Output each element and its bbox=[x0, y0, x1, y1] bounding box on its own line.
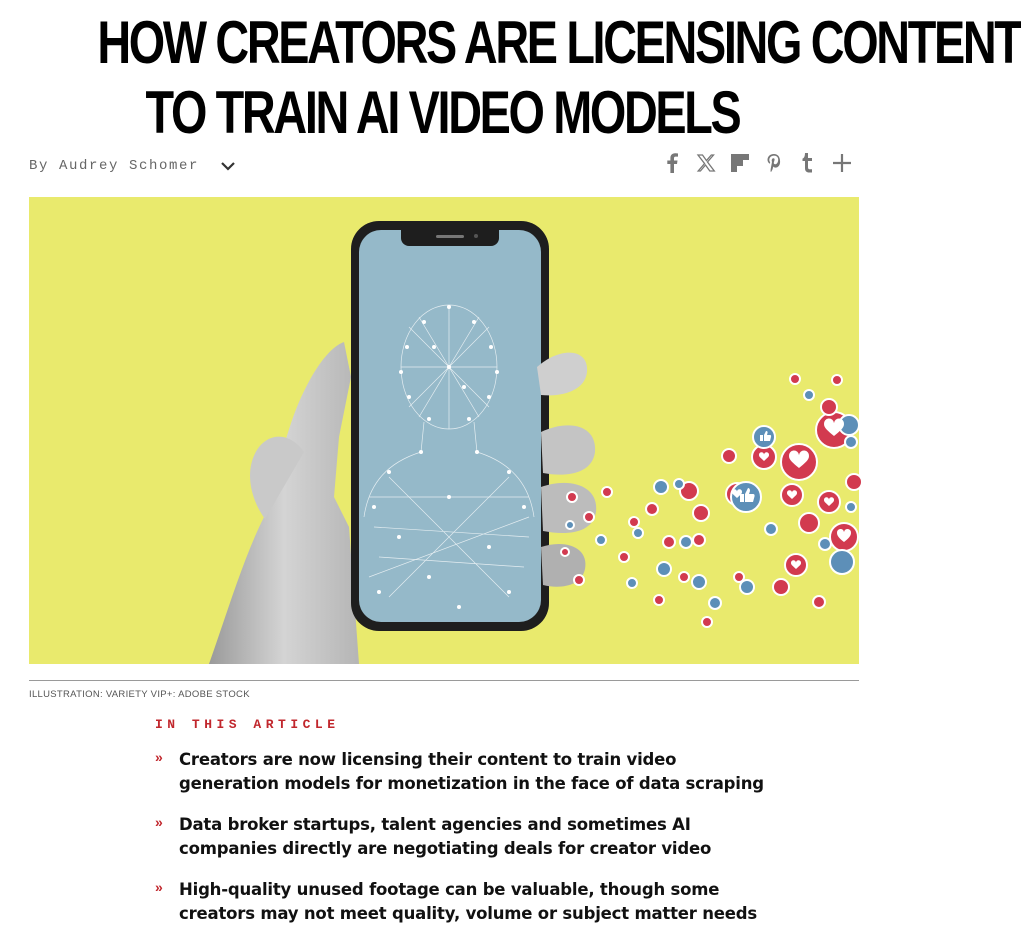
facebook-icon[interactable] bbox=[655, 150, 689, 176]
bullet-icon: » bbox=[155, 749, 163, 765]
caption-divider bbox=[29, 680, 859, 681]
hand-holding-phone-illustration bbox=[29, 197, 859, 664]
hero-illustration bbox=[29, 197, 859, 664]
highlight-text: High-quality unused footage can be valuable, though some creators may not meet quality, volume or subject matter needs bbox=[179, 880, 757, 923]
list-item bbox=[155, 813, 775, 861]
chevron-down-icon[interactable] bbox=[220, 158, 236, 174]
in-this-article-label: IN THIS ARTICLE bbox=[155, 717, 340, 732]
author-byline[interactable]: By Audrey Schomer bbox=[29, 158, 200, 174]
image-credit: ILLUSTRATION: VARIETY VIP+: ADOBE STOCK bbox=[29, 689, 250, 700]
reaction-icons bbox=[561, 374, 862, 627]
share-bar bbox=[655, 150, 859, 176]
tumblr-icon[interactable] bbox=[791, 150, 825, 176]
headline-line-1: HOW CREATORS ARE LICENSING CONTENT bbox=[97, 9, 1021, 76]
list-item bbox=[155, 748, 775, 796]
bullet-icon: » bbox=[155, 814, 163, 830]
flipboard-icon[interactable] bbox=[723, 150, 757, 176]
pinterest-icon[interactable] bbox=[757, 150, 791, 176]
highlight-text: Data broker startups, talent agencies and sometimes AI companies directly are negotiating deals for creator video bbox=[179, 815, 712, 858]
article-headline bbox=[97, 8, 1021, 148]
highlight-text: Creators are now licensing their content to train video generation models for monetization in the face of data scraping bbox=[179, 750, 764, 793]
bullet-icon: » bbox=[155, 879, 163, 895]
plus-icon[interactable] bbox=[825, 150, 859, 176]
list-item bbox=[155, 878, 775, 926]
x-icon[interactable] bbox=[689, 150, 723, 176]
byline-row bbox=[29, 150, 859, 180]
article-highlights-list bbox=[155, 748, 775, 943]
headline-line-2: TO TRAIN AI VIDEO MODELS bbox=[145, 79, 740, 146]
